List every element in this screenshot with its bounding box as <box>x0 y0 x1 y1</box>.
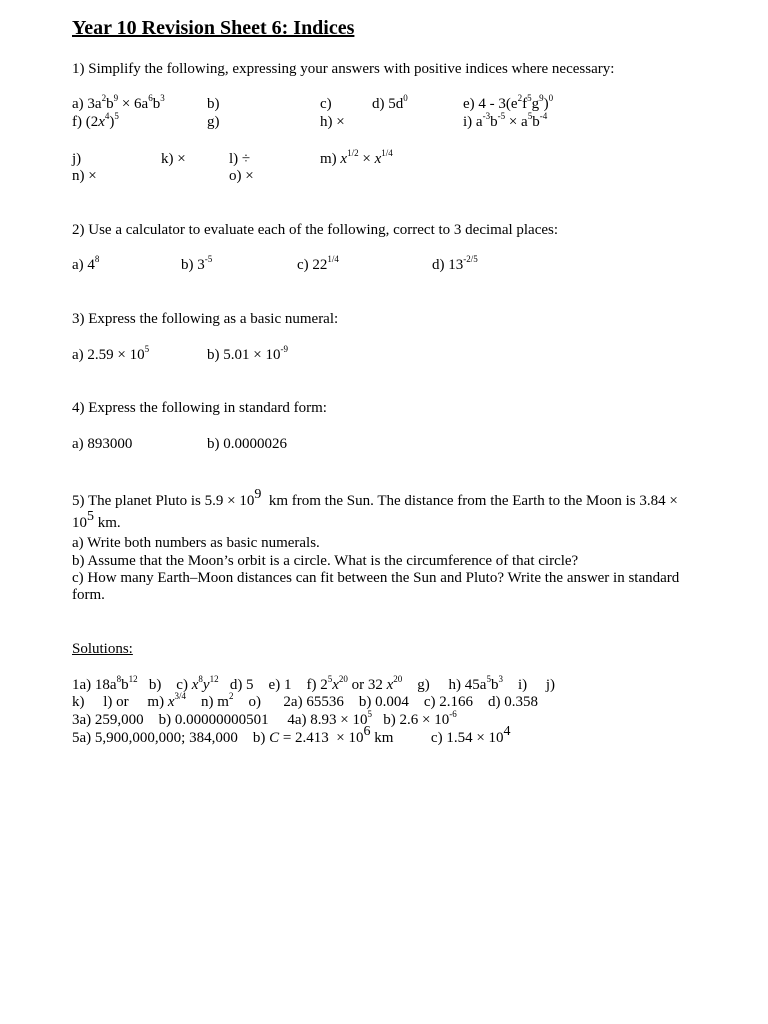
q5-c1: c) How many Earth–Moon distances can fit between the Sun and Pluto? Write the answer in standard <box>72 570 680 586</box>
q5-b: b) Assume that the Moon’s orbit is a circle. What is the circumference of that circle? <box>72 553 579 569</box>
q2-a: a) $4^8$ <box>72 254 100 273</box>
q1-b: b) <box>207 96 220 112</box>
q1-g: g) <box>207 114 220 130</box>
q2-b: b) $3^{-5}$ <box>181 254 213 273</box>
q5-line2: $10^5$ km. <box>72 509 121 531</box>
page-title: Year 10 Revision Sheet 6: Indices <box>72 17 355 39</box>
q1-h: h) × <box>320 114 345 130</box>
q1-c: c) <box>320 96 332 112</box>
q1-o: o) × <box>229 168 254 184</box>
q1-heading: 1) Simplify the following, expressing your answers with positive indices where necessary: <box>72 61 615 77</box>
q1-m: m) $x^{1/2} \times x^{1/4}$ <box>320 148 393 167</box>
q1-j: j) <box>72 151 82 167</box>
solutions-heading: Solutions: <box>72 641 133 657</box>
solutions-line-2: k) l) or m) $x^{3/4}$ n) $m^2$ o) 2a) 65536 b) 0.004 c) 2.166 d) 0.358 <box>72 691 538 710</box>
q3-a: a) $2.59 \times 10^5$ <box>72 344 150 363</box>
solutions-line-3: 3a) 259,000 b) 0.00000000501 4a) $8.93 \times 10^5$ b) $2.6 \times 10^{-6}$ <box>72 709 457 728</box>
q4-heading: 4) Express the following in standard form: <box>72 400 327 416</box>
q5-line1: 5) The planet Pluto is $5.9 \times 10^9$ km from the Sun. The distance from the Earth to the Moon is 3.84 × <box>72 487 678 509</box>
q1-l: l) ÷ <box>229 151 251 167</box>
q1-d: d) $5d^0$ <box>372 93 408 112</box>
q1-f: f) $(2x^4)^5$ <box>72 111 119 130</box>
solutions-line-4: 5a) 5,900,000,000; 384,000 b) $C = 2.413 \times 10^6$ km c) $1.54 \times 10^4$ <box>72 724 511 746</box>
q4-b: b) 0.0000026 <box>207 436 287 452</box>
q2-heading: 2) Use a calculator to evaluate each of the following, correct to 3 decimal places: <box>72 222 559 238</box>
q1-n: n) × <box>72 168 97 184</box>
q5-c2: form. <box>72 587 105 603</box>
q3-heading: 3) Express the following as a basic numeral: <box>72 311 339 327</box>
q2-d: d) $13^{-2/5}$ <box>432 254 478 273</box>
q2-c: c) $22^{1/4}$ <box>297 254 339 273</box>
solutions-line-1: 1a) $18a^8b^{12}$ b) c) $x^8y^{12}$ d) 5 e) 1 f) $2^5x^{20}$ or 32 $x^{20}$ g) h) $45a^5b^3$ i) j) <box>72 674 556 693</box>
q1-i: i) $a^{-3}b^{-5} \times a^5b^{-4}$ <box>463 111 548 130</box>
q1-a: a) $3a^2b^9 \times 6a^6b^3$ <box>72 93 165 112</box>
q4-a: a) 893000 <box>72 436 133 452</box>
q1-k: k) × <box>161 151 186 167</box>
q3-b: b) $5.01 \times 10^{-9}$ <box>207 344 288 363</box>
q1-e: e) $4 - 3(e^2f^5g^9)^0$ <box>463 93 554 112</box>
q5-a: a) Write both numbers as basic numerals. <box>72 535 320 551</box>
